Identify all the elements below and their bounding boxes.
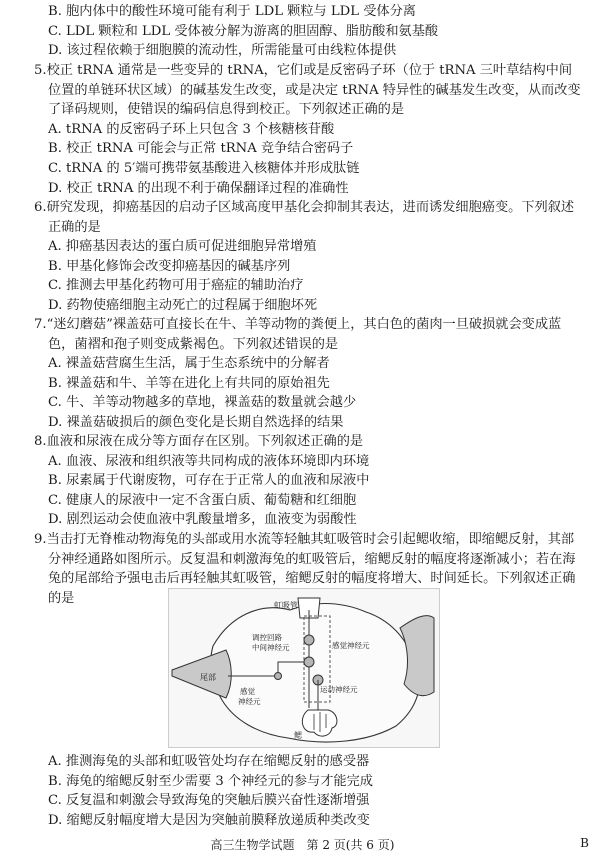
- page-number: 高三生物学试题 第 2 页(共 6 页): [210, 838, 395, 852]
- question-stem: [34, 432, 582, 452]
- question-8: [34, 432, 582, 530]
- option-d[interactable]: D. 裸盖菇破损后的颜色变化是长期自然选择的结果: [48, 414, 344, 430]
- option-a[interactable]: A. 推测海兔的头部和虹吸管处均存在缩鳃反射的感受器: [48, 754, 370, 769]
- sensory-neuron-body: [304, 635, 314, 645]
- question-number: 9.: [34, 532, 47, 547]
- option-d[interactable]: D. 剧烈运动会使血液中乳酸量增多，血液变为弱酸性: [48, 512, 357, 528]
- stem-text: 当击打无脊椎动物海兔的头部或用水流等轻触其虹吸管时会引起鳃收缩，即缩鳃反射，其部分神经通路如图所示。反复温和刺激海兔的虹吸管后，缩鳃反射的幅度将逐渐减小；若在海兔的尾部给予强电击后再轻触其虹吸管，缩鳃反射的幅度将增大、时间延长。下列叙述正确的是: [46, 532, 576, 606]
- option-a[interactable]: A. tRNA 的反密码子环上只包含 3 个核糖核苷酸: [48, 121, 335, 137]
- option-d[interactable]: D. 该过程依赖于细胞膜的流动性，所需能量可由线粒体提供: [48, 43, 397, 59]
- tail-sensory-label-line1: 感觉: [240, 687, 255, 696]
- tail-sensory-neuron-body: [275, 673, 282, 680]
- option-c[interactable]: C. 健康人的尿液中一定不含蛋白质、葡萄糖和红细胞: [48, 492, 357, 508]
- option-c[interactable]: C. 推测去甲基化药物可用于癌症的辅助治疗: [48, 278, 304, 294]
- option-d[interactable]: D. 校正 tRNA 的出现不利于确保翻译过程的准确性: [48, 180, 349, 196]
- tail-sensory-label-line2: 神经元: [238, 697, 261, 706]
- option-c[interactable]: C. tRNA 的 5′端可携带氨基酸进入核糖体并形成肽链: [48, 160, 360, 176]
- option-b[interactable]: B. 胞内体中的酸性环境可能有利于 LDL 颗粒与 LDL 受体分离: [48, 4, 416, 19]
- stem-text: 校正 tRNA 通常是一些变异的 tRNA，它们或是反密码子环（位于 tRNA 三叶草结构中间位置的单链环状区域）的碱基发生改变，或是决定 tRNA 特异性的碱基发生改变，从而改变了译码规则，使错误的编码信息得到校正。下列叙述正确的是: [46, 63, 581, 118]
- question-7: [34, 315, 582, 433]
- question-6: [34, 198, 582, 316]
- reflex-diagram: [168, 588, 440, 748]
- gill-label: 鳃: [294, 731, 302, 740]
- tail-label: 尾部: [200, 673, 216, 682]
- option-c[interactable]: C. LDL 颗粒和 LDL 受体被分解为游离的胆固醇、脂肪酸和氨基酸: [48, 23, 439, 39]
- question-stem: [34, 198, 582, 237]
- option-b[interactable]: B. 尿素属于代谢废物，可存在于正常人的血液和尿液中: [48, 473, 370, 489]
- question-number: 7.: [34, 317, 47, 332]
- option-a[interactable]: A. 抑癌基因表达的蛋白质可促进细胞异常增殖: [48, 239, 317, 255]
- option-c[interactable]: C. 反复温和刺激会导致海兔的突触后膜兴奋性逐渐增强: [48, 793, 370, 809]
- question-stem: [34, 61, 582, 120]
- stem-text: 研究发现，抑癌基因的启动子区域高度甲基化会抑制其表达，进而诱发细胞癌变。下列叙述正确的是: [46, 200, 575, 235]
- interneuron-label: 中间神经元: [252, 643, 290, 652]
- option-b[interactable]: B. 海兔的缩鳃反射至少需要 3 个神经元的参与才能完成: [48, 773, 373, 789]
- question-stem: [34, 315, 582, 354]
- option-b[interactable]: B. 裸盖菇和牛、羊等在进化上有共同的原始祖先: [48, 375, 330, 391]
- option-b[interactable]: B. 甲基化修饰会改变抑癌基因的碱基序列: [48, 258, 291, 274]
- sensory-neuron-label: 感觉神经元: [332, 641, 370, 650]
- question-number: 8.: [34, 434, 47, 449]
- option-b[interactable]: B. 校正 tRNA 可能会与正常 tRNA 竞争结合密码子: [48, 141, 354, 157]
- paper-version: B: [580, 836, 589, 850]
- question-9-options: [34, 752, 582, 830]
- stem-text: 血液和尿液在成分等方面存在区别。下列叙述正确的是: [46, 434, 364, 449]
- question-4-options: [34, 2, 582, 61]
- control-circuit-label: 调控回路: [252, 633, 282, 642]
- option-c[interactable]: C. 牛、羊等动物越多的草地，裸盖菇的数量就会越少: [48, 395, 357, 411]
- question-number: 6.: [34, 200, 47, 215]
- motor-neuron-label: 运动神经元: [320, 685, 358, 694]
- option-d[interactable]: D. 缩鳃反射幅度增大是因为突触前膜释放递质种类改变: [48, 812, 370, 828]
- question-number: 5.: [34, 63, 47, 78]
- option-a[interactable]: A. 裸盖菇营腐生生活，属于生态系统中的分解者: [48, 356, 330, 372]
- sea-hare-reflex-figure: [168, 588, 440, 748]
- option-a[interactable]: A. 血液、尿液和组织液等共同构成的液体环境即内环境: [48, 453, 370, 469]
- siphon-label: 虹吸管: [274, 601, 298, 610]
- interneuron-body: [304, 657, 314, 667]
- question-5: [34, 61, 582, 198]
- option-d[interactable]: D. 药物使癌细胞主动死亡的过程属于细胞坏死: [48, 297, 318, 313]
- stem-text: “迷幻蘑菇”裸盖菇可直接长在牛、羊等动物的粪便上，其白色的菌肉一旦破损就会变成蓝色，菌褶和孢子则变成紫褐色。下列叙述错误的是: [46, 317, 562, 352]
